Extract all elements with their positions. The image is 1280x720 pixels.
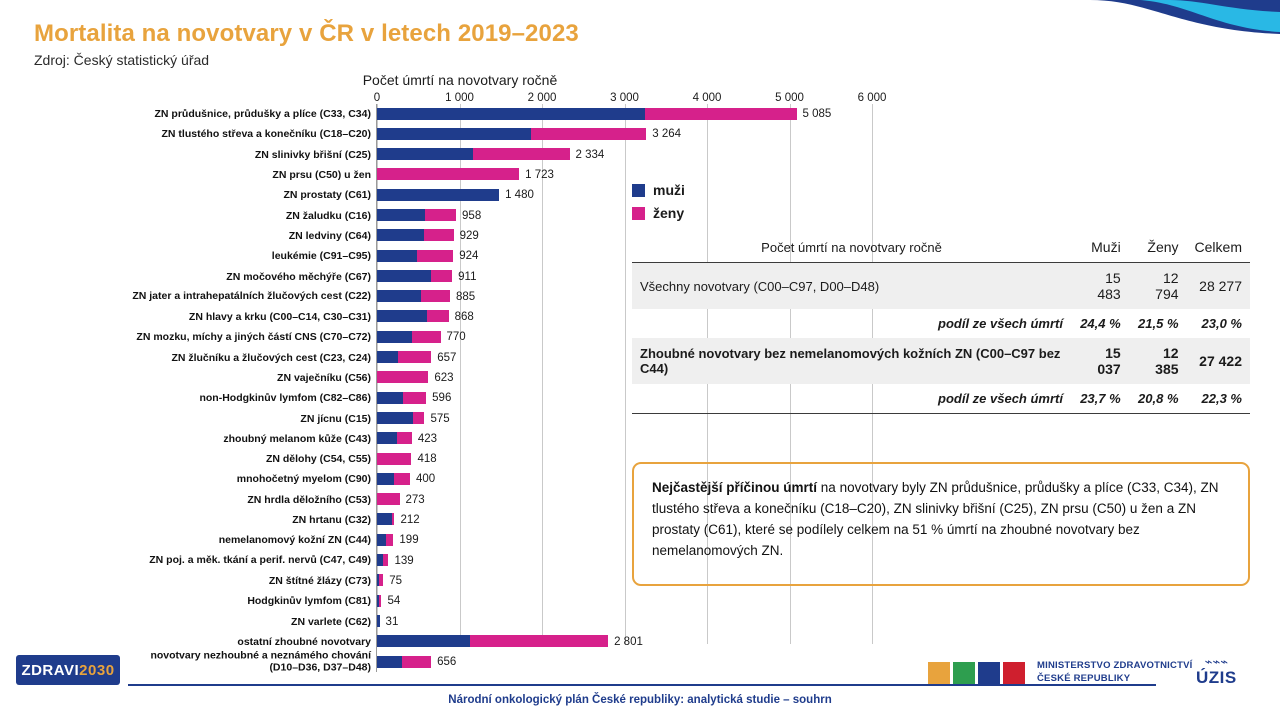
zdravi2030-logo [16, 655, 120, 685]
table-header-celkem: Celkem [1187, 232, 1250, 263]
bar-row [237, 632, 872, 652]
bar-value-label: 31 [385, 615, 399, 628]
bar-category-label: ZN slinivky břišní (C25) [254, 148, 371, 161]
bar-row [283, 185, 872, 205]
bar-row [285, 205, 872, 225]
table-cell-zeny: 12 385 [1129, 338, 1187, 384]
bar-segment-zeny [377, 371, 428, 383]
callout-lead: Nejčastější příčinou úmrtí [652, 480, 818, 495]
legend-swatch-muzi [632, 184, 645, 197]
bar-row [291, 611, 872, 631]
bar-category-label: ZN hrdla děložního (C53) [247, 493, 371, 506]
footer-caption: Národní onkologický plán České republiky: analytická studie – souhrn [448, 694, 832, 706]
bar-value-label: 54 [387, 595, 401, 608]
bar-row [247, 591, 872, 611]
bar-segment-zeny [377, 168, 519, 180]
bar-row [223, 429, 872, 449]
bar-category-label: nemelanomový kožní ZN (C44) [218, 534, 371, 547]
bar-value-label: 596 [432, 392, 452, 405]
table-row [632, 338, 1250, 384]
bar-category-label: ZN hlavy a krku (C00–C14, C30–C31) [188, 311, 371, 324]
bar-category-label: ostatní zhoubné novotvary [237, 635, 371, 648]
bar-category-label: ZN hrtanu (C32) [292, 514, 371, 527]
bar-segment-zeny [379, 574, 383, 586]
bar-segment-zeny [427, 310, 448, 322]
bar-segment-muzi [377, 331, 412, 343]
page-title: Mortalita na novotvary v ČR v letech 2019–2023 [34, 20, 579, 47]
table-cell-muzi: 15 037 [1071, 338, 1129, 384]
bar-category-label: ZN žlučníku a žlučových cest (C23, C24) [171, 351, 371, 364]
table-cell-zeny: 21,5 % [1138, 316, 1179, 331]
bar-segment-zeny [413, 412, 424, 424]
ministry-text [1037, 660, 1192, 686]
bar-segment-muzi [377, 310, 427, 322]
legend-item-muzi [632, 182, 685, 198]
table-row [632, 384, 1250, 414]
bar-row [254, 145, 872, 165]
table-cell-label: podíl ze všech úmrtí [938, 316, 1063, 331]
bar-segment-muzi [377, 635, 470, 647]
table-cell-zeny: 20,8 % [1129, 384, 1187, 414]
table-cell-label: Zhoubné novotvary bez nemelanomových kožních ZN (C00–C97 bez C44) [632, 338, 1071, 384]
bar-value-label: 418 [417, 453, 437, 466]
bar-segment-muzi [377, 128, 531, 140]
bar-segment-muzi [377, 412, 413, 424]
table-cell-celkem: 23,0 % [1201, 316, 1242, 331]
bar-segment-zeny [398, 351, 432, 363]
bar-segment-muzi [377, 229, 424, 241]
bar-value-label: 5 085 [802, 108, 832, 121]
bar-category-label: ZN prsu (C50) u žen [272, 169, 371, 182]
bar-value-label: 885 [456, 290, 476, 303]
zdravi-logo-year: 2030 [79, 661, 115, 679]
bar-category-label: ZN dělohy (C54, C55) [265, 453, 371, 466]
table-cell-label: Všechny novotvary (C00–C97, D00–D48) [632, 263, 1071, 310]
x-tick-label: 4 000 [692, 92, 722, 104]
bar-category-label: ZN močového měchýře (C67) [226, 270, 371, 283]
bar-segment-zeny [403, 392, 427, 404]
bar-segment-zeny [424, 229, 454, 241]
table-cell-celkem: 22,3 % [1187, 384, 1250, 414]
summary-table [632, 232, 1250, 414]
bar-category-label: ZN štítné žlázy (C73) [268, 574, 371, 587]
bar-row [154, 104, 872, 124]
bar-segment-muzi [377, 270, 431, 282]
bar-segment-muzi [377, 656, 402, 668]
bar-value-label: 575 [430, 412, 450, 425]
bar-value-label: 770 [446, 331, 466, 344]
bar-category-label: ZN poj. a měk. tkání a perif. nervů (C47, C49) [149, 553, 371, 566]
bar-category-label: zhoubný melanom kůže (C43) [223, 432, 371, 445]
table-header-row [632, 232, 1250, 263]
bar-category-label: ZN prostaty (C61) [283, 189, 371, 202]
bar-category-label: ZN žaludku (C16) [285, 209, 371, 222]
bar-category-label: ZN varlete (C62) [291, 615, 371, 628]
bar-row [161, 124, 872, 144]
bar-value-label: 929 [459, 229, 479, 242]
bar-segment-zeny [377, 493, 400, 505]
bar-segment-zeny [392, 513, 395, 525]
bar-value-label: 199 [399, 534, 419, 547]
bar-segment-zeny [425, 209, 456, 221]
bar-value-label: 273 [405, 493, 425, 506]
bar-category-label: ZN mozku, míchy a jiných částí CNS (C70–C72) [136, 331, 371, 344]
bar-value-label: 868 [454, 311, 474, 324]
bar-category-label: novotvary nezhoubné a neznámého chování (D10–D36, D37–D48) [150, 649, 371, 674]
bar-segment-zeny [531, 128, 646, 140]
bar-segment-zeny [379, 595, 381, 607]
callout-text: na novotvary byly ZN průdušnice, průdušky a plíce (C33, C34), ZN tlustého střeva a konečníku (C18–C20), ZN slinivky břišní (C25), ZN prsu (C50) u žen a ZN prostaty (C61), které se podílely celkem na 51 % úmrtí na zhoubné novotvary bez nemelanomových ZN. [652, 480, 1219, 558]
bar-value-label: 657 [437, 351, 457, 364]
legend-item-zeny [632, 205, 685, 221]
bar-category-label: ZN vaječníku (C56) [277, 372, 371, 384]
bar-value-label: 3 264 [652, 128, 682, 141]
bar-segment-zeny [421, 290, 450, 302]
bar-value-label: 623 [434, 372, 454, 384]
x-tick-label: 5 000 [775, 92, 804, 104]
chart-axis-title: Počet úmrtí na novotvary ročně [362, 72, 558, 88]
bar-segment-zeny [431, 270, 453, 282]
bar-row [272, 165, 872, 185]
ministry-line-2: ČESKÉ REPUBLIKY [1037, 672, 1131, 684]
bar-value-label: 2 334 [575, 148, 605, 161]
legend-label-muzi: muži [653, 182, 685, 198]
bar-segment-zeny [394, 473, 411, 485]
source-subtitle: Zdroj: Český statistický úřad [34, 52, 210, 68]
bar-value-label: 212 [400, 514, 420, 527]
uzis-pulse-icon: ⌁⌁⌁ [1204, 654, 1229, 669]
table-row [632, 309, 1250, 338]
ministry-line-1: MINISTERSTVO ZDRAVOTNICTVÍ [1037, 660, 1193, 671]
bar-value-label: 1 480 [505, 189, 534, 202]
uzis-name: ÚZIS [1196, 668, 1237, 687]
x-tick-label: 2 000 [527, 92, 557, 104]
bar-segment-zeny [412, 331, 441, 343]
chart-legend [632, 182, 685, 228]
bar-category-label: ZN ledviny (C64) [288, 229, 371, 242]
bar-value-label: 1 723 [525, 169, 554, 182]
bar-segment-zeny [645, 108, 796, 120]
table-row [632, 263, 1250, 310]
bar-category-label: ZN jícnu (C15) [300, 412, 371, 425]
legend-swatch-zeny [632, 207, 645, 220]
bar-category-label: mnohočetný myelom (C90) [236, 473, 371, 486]
bar-category-label: non-Hodgkinův lymfom (C82–C86) [199, 392, 371, 405]
bar-segment-muzi [377, 108, 645, 120]
bar-value-label: 924 [459, 250, 479, 263]
x-tick-label: 0 [373, 92, 381, 104]
bar-value-label: 911 [458, 270, 477, 283]
bar-segment-zeny [377, 453, 411, 465]
x-tick-label: 3 000 [610, 92, 639, 104]
bar-segment-zeny [473, 148, 570, 160]
bar-category-label: Hodgkinův lymfom (C81) [247, 595, 371, 608]
table-cell-muzi: 24,4 % [1080, 316, 1121, 331]
bar-category-label: ZN průdušnice, průdušky a plíce (C33, C34) [154, 108, 371, 121]
uzis-logo [1196, 655, 1237, 688]
table-cell-zeny: 12 794 [1129, 263, 1187, 310]
bar-segment-zeny [383, 554, 388, 566]
bar-value-label: 423 [417, 432, 438, 445]
ministry-flag-icon [928, 662, 1028, 684]
table-cell-muzi: 23,7 % [1071, 384, 1129, 414]
zdravi-logo-text: ZDRAVI [21, 661, 80, 679]
bar-category-label: leukémie (C91–C95) [271, 250, 371, 263]
bar-segment-muzi [377, 392, 403, 404]
table-header-label: Počet úmrtí na novotvary ročně [632, 232, 1071, 263]
bar-row [150, 649, 872, 674]
bar-value-label: 2 801 [614, 635, 643, 648]
bar-segment-muzi [377, 189, 499, 201]
ministry-logo [928, 660, 1192, 686]
bar-category-label: ZN jater a intrahepatálních žlučových cest (C22) [132, 290, 371, 303]
x-tick-label: 1 000 [445, 92, 474, 104]
bar-segment-zeny [397, 432, 412, 444]
legend-label-zeny: ženy [653, 205, 685, 221]
table-header-muzi: Muži [1071, 232, 1129, 263]
bar-segment-zeny [470, 635, 608, 647]
table-cell-muzi: 15 483 [1071, 263, 1129, 310]
bar-segment-muzi [377, 351, 398, 363]
bar-category-label: ZN tlustého střeva a konečníku (C18–C20) [161, 128, 371, 141]
bar-segment-muzi [377, 473, 394, 485]
bar-segment-muzi [377, 290, 421, 302]
bar-value-label: 656 [437, 656, 457, 669]
bar-value-label: 958 [462, 209, 482, 222]
bar-segment-muzi [377, 432, 397, 444]
table-cell-celkem: 27 422 [1187, 338, 1250, 384]
table-cell-label: podíl ze všech úmrtí [632, 384, 1071, 414]
bar-segment-muzi [377, 615, 380, 627]
corner-decoration [1030, 0, 1280, 44]
table-header-zeny: Ženy [1129, 232, 1187, 263]
bar-value-label: 400 [416, 473, 436, 486]
bar-segment-muzi [377, 148, 473, 160]
table-cell-celkem: 28 277 [1187, 263, 1250, 310]
bar-segment-muzi [377, 534, 386, 546]
bar-segment-zeny [417, 250, 453, 262]
x-tick-label: 6 000 [857, 92, 887, 104]
bar-segment-zeny [402, 656, 431, 668]
bar-value-label: 139 [394, 554, 414, 567]
bar-segment-muzi [377, 513, 392, 525]
bar-segment-zeny [386, 534, 393, 546]
callout-box [632, 462, 1250, 586]
bar-value-label: 75 [389, 574, 402, 587]
bar-segment-muzi [377, 250, 417, 262]
bar-segment-muzi [377, 209, 425, 221]
